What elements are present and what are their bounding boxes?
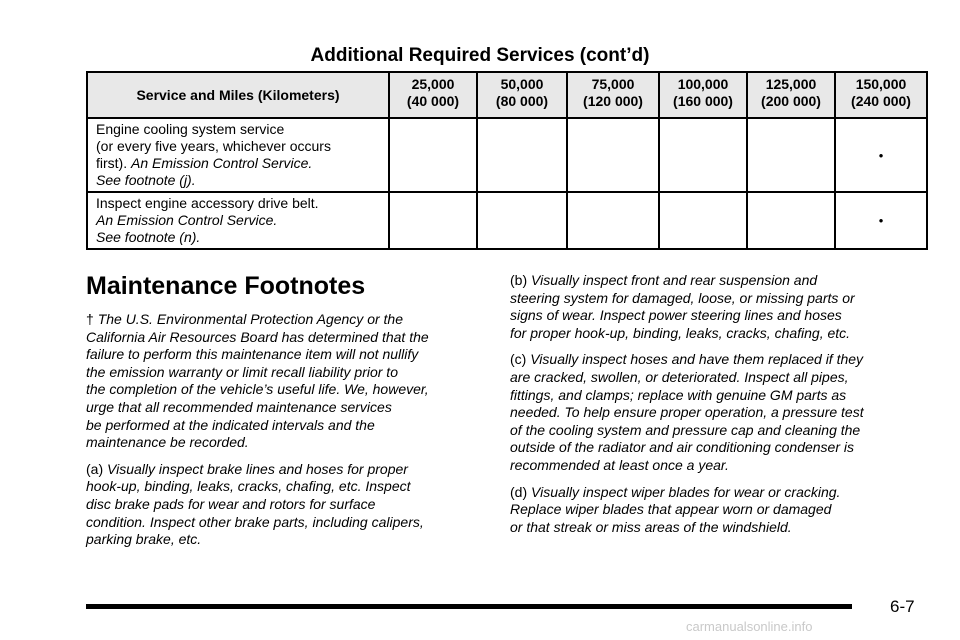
interval-cell — [567, 192, 659, 249]
service-schedule-table — [86, 71, 928, 250]
footnote-line: urge that all recommended maintenance services — [86, 398, 392, 415]
footnote-line: The U.S. Environmental Protection Agency or the — [97, 311, 403, 327]
footnote-b — [510, 272, 930, 342]
interval-cell — [477, 192, 567, 249]
interval-cell-150000 — [835, 118, 927, 192]
footnote-line: disc brake pads for wear and rotors for surface — [86, 495, 376, 512]
footnote-reference: See footnote (n). — [96, 229, 201, 245]
footnote-line: Visually inspect front and rear suspension and — [531, 272, 818, 288]
footnote-line: parking brake, etc. — [86, 531, 202, 548]
interval-km: (120 000) — [583, 93, 643, 109]
header-interval-75000 — [567, 72, 659, 118]
footnotes-left-column — [86, 311, 486, 558]
dagger-marker: † — [86, 311, 94, 327]
emission-note: An Emission Control Service. — [131, 155, 313, 171]
bullet-mark: • — [878, 147, 884, 163]
footnote-line: signs of wear. Inspect power steering lines and hoses — [510, 307, 842, 324]
bottom-rule — [86, 604, 852, 609]
footnote-line: fittings, and clamps; replace with genuine GM parts as — [510, 386, 847, 403]
interval-cell — [389, 192, 477, 249]
header-interval-25000 — [389, 72, 477, 118]
footnote-line: the emission warranty or limit recall liability prior to — [86, 363, 398, 380]
interval-km: (240 000) — [851, 93, 911, 109]
footnote-line: Replace wiper blades that appear worn or damaged — [510, 501, 832, 518]
service-description-cell — [87, 118, 389, 192]
service-text: Inspect engine accessory drive belt. — [96, 195, 319, 211]
footnote-a — [86, 461, 486, 549]
interval-cell — [747, 118, 835, 192]
interval-miles: 150,000 — [855, 76, 907, 92]
interval-cell — [659, 118, 747, 192]
interval-miles: 25,000 — [411, 76, 455, 92]
interval-cell-150000 — [835, 192, 927, 249]
footnote-line: Visually inspect wiper blades for wear or cracking. — [531, 483, 841, 500]
footnote-line: the completion of the vehicle’s useful life. We, however, — [86, 381, 429, 398]
interval-miles: 100,000 — [677, 76, 729, 92]
footnote-line: maintenance be recorded. — [86, 434, 249, 451]
page-number: 6-7 — [890, 597, 915, 616]
header-interval-125000 — [747, 72, 835, 118]
footnote-line: needed. To help ensure proper operation, a pressure test — [510, 404, 864, 421]
footnote-label: (a) — [86, 460, 104, 477]
bullet-mark: • — [878, 213, 884, 228]
footnote-line: hook-up, binding, leaks, cracks, chafing, etc. Inspect — [86, 478, 411, 495]
footnote-line: condition. Inspect other brake parts, including calipers, — [86, 513, 424, 530]
footnote-line: recommended at least once a year. — [510, 456, 729, 473]
footnote-reference: See footnote (j). — [96, 172, 196, 188]
section-title: Additional Required Services (cont’d) — [310, 45, 650, 66]
table-row-drive-belt — [87, 192, 927, 249]
service-text: first). — [96, 155, 128, 171]
footnote-label: (b) — [510, 272, 528, 288]
emission-note: An Emission Control Service. — [96, 212, 278, 228]
footnotes-heading: Maintenance Footnotes — [86, 272, 366, 300]
footnote-line: Visually inspect hoses and have them replaced if they — [530, 351, 864, 368]
footnote-line: California Air Resources Board has determined that the — [86, 328, 429, 345]
interval-km: (200 000) — [761, 93, 821, 109]
header-interval-150000 — [835, 72, 927, 118]
footnote-line: failure to perform this maintenance item will not nullify — [86, 346, 419, 363]
service-description-cell — [87, 192, 389, 249]
footnote-line: or that streak or miss areas of the windshield. — [510, 518, 792, 535]
footnote-dagger — [86, 311, 486, 452]
interval-miles: 50,000 — [500, 76, 544, 92]
header-service-column: Service and Miles (Kilometers) — [87, 72, 389, 118]
footnote-label: (d) — [510, 483, 528, 500]
interval-miles: 125,000 — [765, 76, 817, 92]
service-text: (or every five years, whichever occurs — [96, 138, 331, 154]
table-row-engine-cooling — [87, 118, 927, 192]
footnote-c — [510, 351, 930, 474]
footnote-line: Visually inspect brake lines and hoses for proper — [107, 460, 408, 477]
header-interval-100000 — [659, 72, 747, 118]
interval-km: (160 000) — [673, 93, 733, 109]
footnote-d — [510, 484, 930, 537]
footnote-label: (c) — [510, 351, 527, 368]
footnote-line: outside of the radiator and air conditioning condenser is — [510, 439, 854, 456]
watermark: carmanualsonline.info — [686, 619, 813, 634]
footnote-line: be performed at the indicated intervals and the — [86, 416, 375, 433]
footnotes-right-column — [510, 272, 930, 545]
interval-cell — [659, 192, 747, 249]
interval-miles: 75,000 — [591, 76, 635, 92]
footnote-line: of the cooling system and pressure cap and cleaning the — [510, 421, 861, 438]
interval-cell — [747, 192, 835, 249]
footnote-line: are cracked, swollen, or deteriorated. Inspect all pipes, — [510, 368, 849, 385]
service-text: Engine cooling system service — [96, 121, 285, 137]
interval-cell — [567, 118, 659, 192]
footnote-line: steering system for damaged, loose, or missing parts or — [510, 289, 855, 306]
table-header-row — [87, 72, 927, 118]
footnote-line: for proper hook-up, binding, leaks, cracks, chafing, etc. — [510, 324, 851, 341]
interval-cell — [389, 118, 477, 192]
interval-cell — [477, 118, 567, 192]
header-interval-50000 — [477, 72, 567, 118]
interval-km: (40 000) — [406, 93, 460, 109]
interval-km: (80 000) — [495, 93, 549, 109]
